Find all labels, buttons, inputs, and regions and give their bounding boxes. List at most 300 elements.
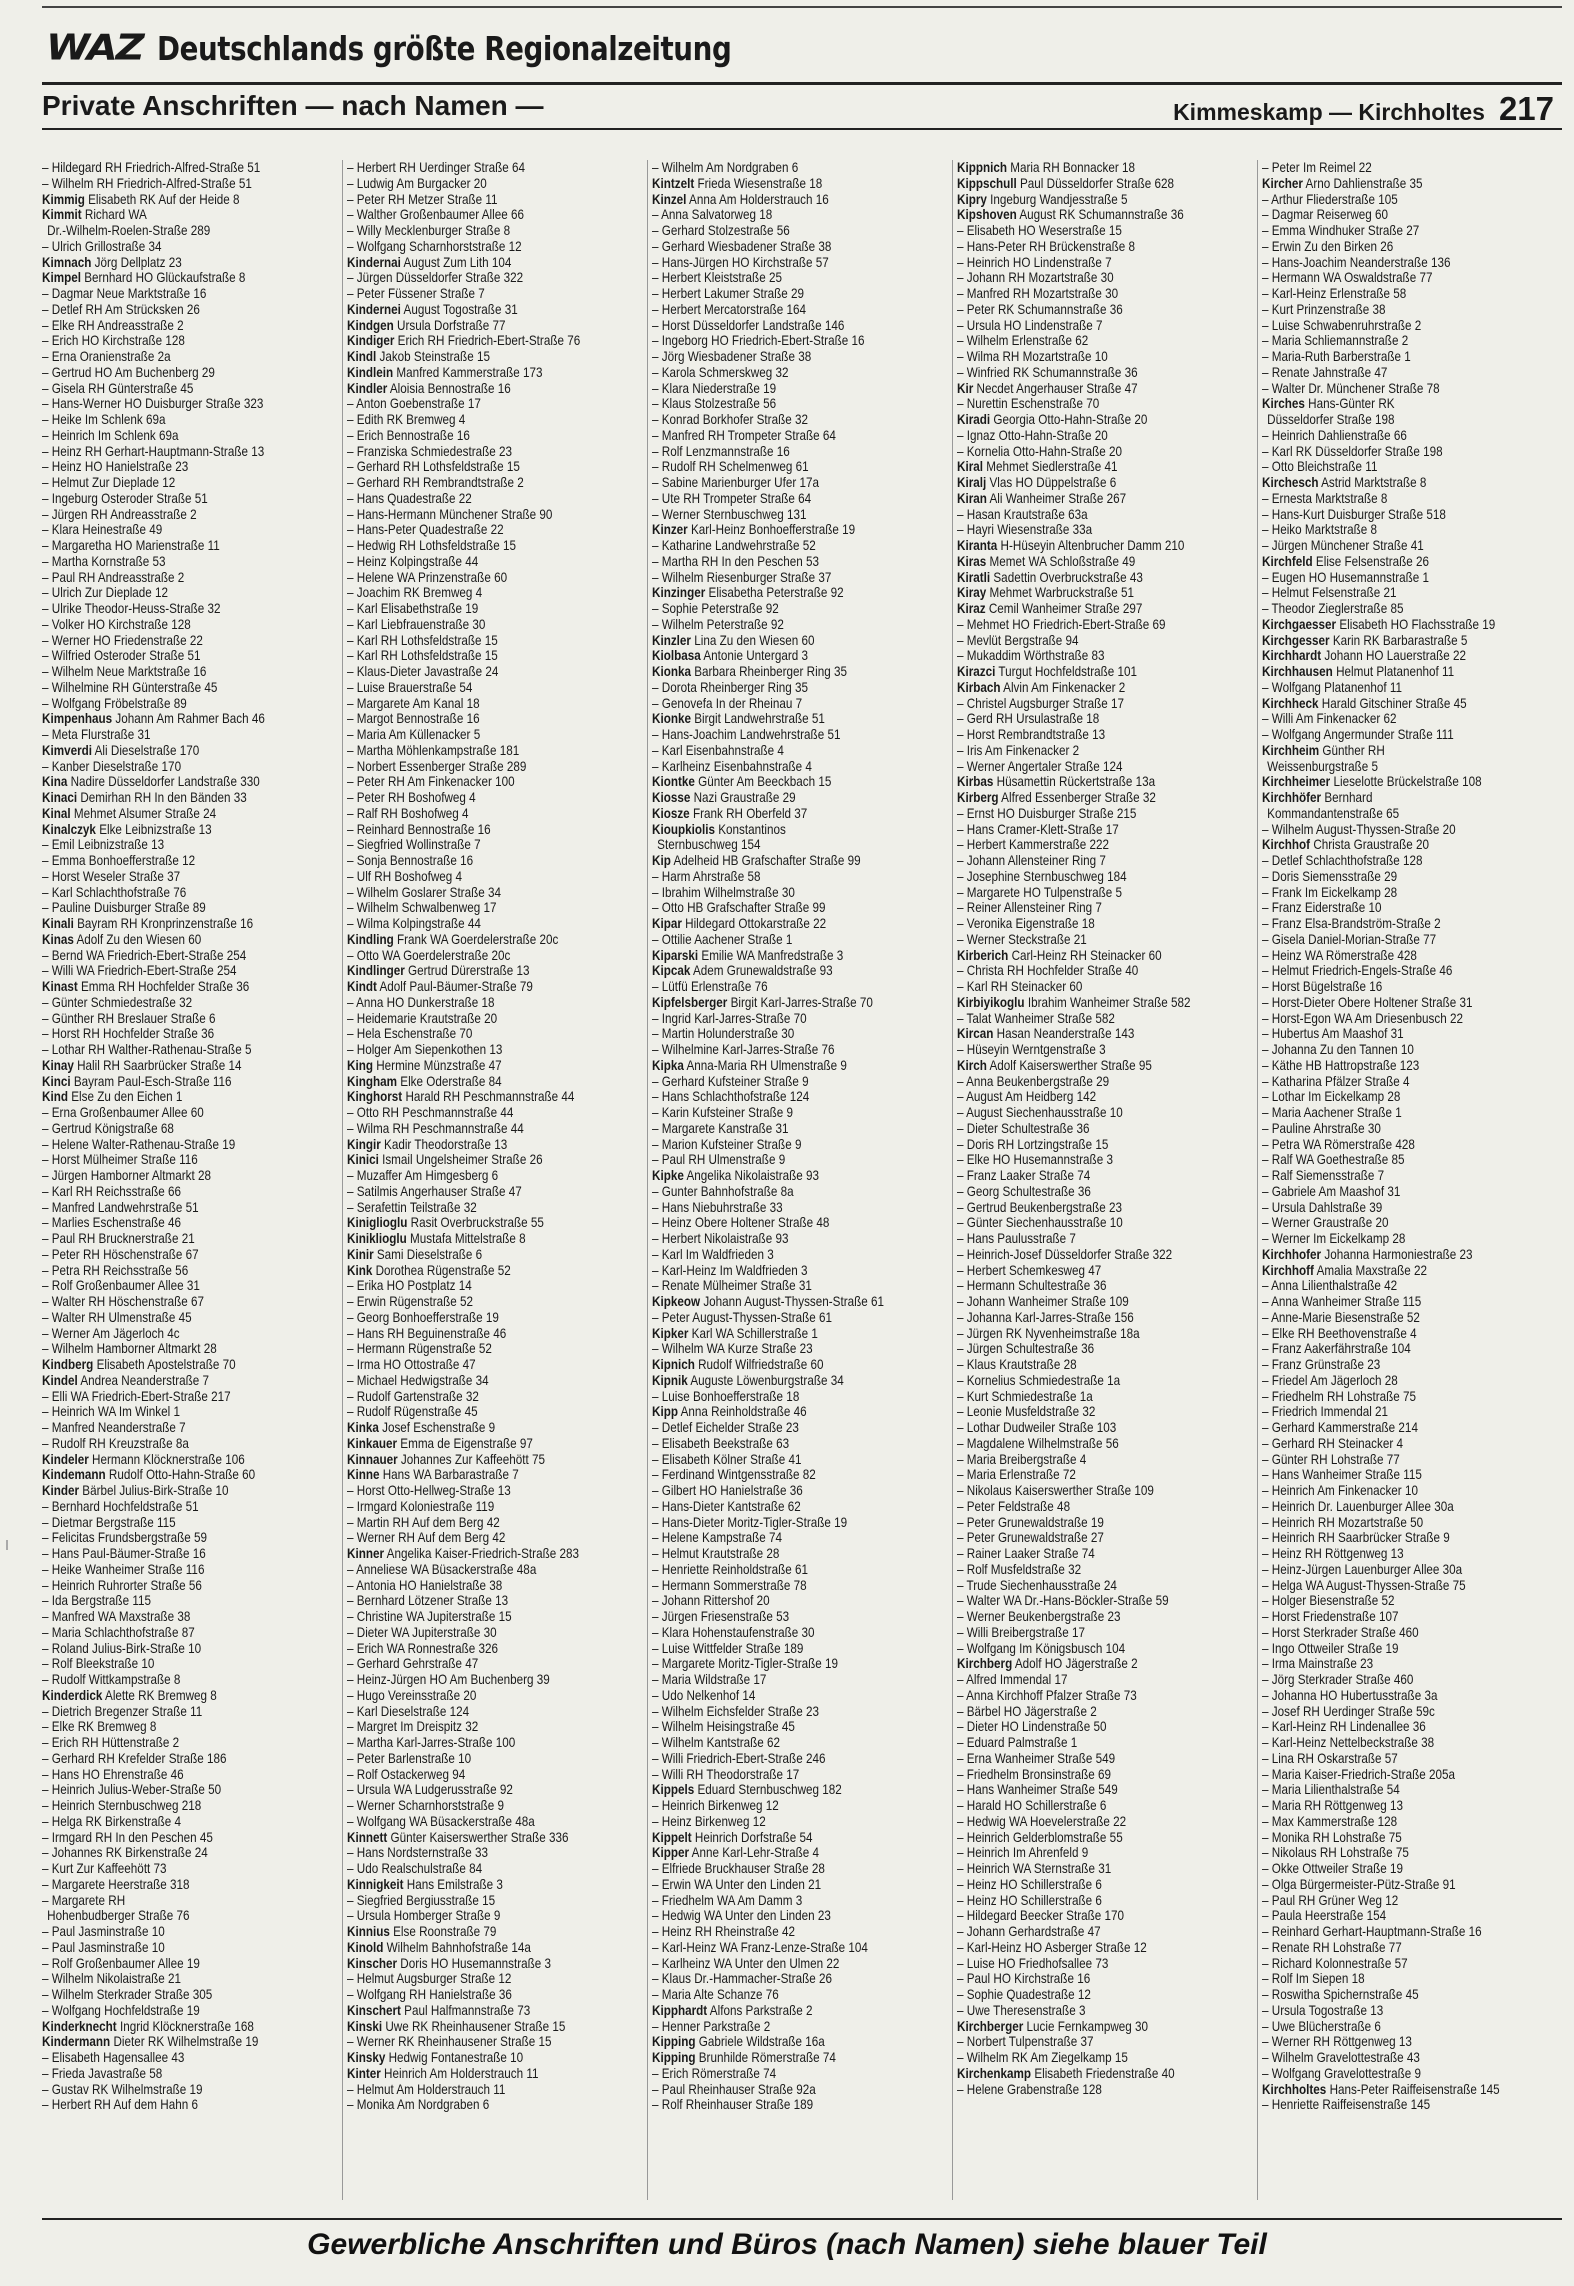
entry-text: Weissenburgstraße 5 bbox=[1267, 758, 1379, 774]
entry-text: – Martha Karl-Jarres-Straße 100 bbox=[347, 1735, 516, 1750]
entry-text: – Erna Oranienstraße 2a bbox=[42, 349, 171, 364]
entry-text: Emma RH Hochfelder Straße 36 bbox=[80, 979, 250, 994]
listing-entry bbox=[347, 1798, 601, 1814]
entry-text: – Paul RH Brucknerstraße 21 bbox=[42, 1231, 195, 1246]
listing-entry bbox=[957, 1483, 1211, 1499]
entry-text: Arno Dahlienstraße 35 bbox=[1305, 175, 1423, 191]
listing-entry bbox=[347, 1782, 601, 1798]
entry-text: – Felicitas Frundsbergstraße 59 bbox=[42, 1530, 208, 1546]
listing-entry bbox=[652, 1373, 906, 1389]
listing-entry bbox=[1262, 1877, 1516, 1893]
listing-entry bbox=[42, 507, 296, 523]
entry-text: – Rolf Ostackerweg 94 bbox=[347, 1766, 466, 1782]
listing-entry bbox=[652, 270, 906, 286]
entry-text: – Volker HO Kirchstraße 128 bbox=[42, 616, 191, 632]
listing-entry bbox=[1262, 2034, 1516, 2050]
listing-entry bbox=[42, 2019, 296, 2035]
entry-text: – Ulf RH Boshofweg 4 bbox=[347, 868, 463, 884]
entry-text: – Hans Paul-Bäumer-Straße 16 bbox=[42, 1546, 206, 1561]
listing-entry bbox=[957, 1436, 1211, 1452]
entry-text: – Karlheinz Eisenbahnstraße 4 bbox=[652, 758, 812, 774]
listing-entry bbox=[42, 1940, 296, 1956]
entry-text: Birgit Karl-Jarres-Straße 70 bbox=[730, 994, 873, 1010]
listing-entry bbox=[1262, 176, 1516, 192]
listing-entry bbox=[652, 759, 906, 775]
listing-entry bbox=[1262, 1924, 1516, 1940]
listing-entry bbox=[42, 396, 296, 412]
entry-text: – Wilhelm Sterkrader Straße 305 bbox=[42, 1987, 213, 2002]
entry-surname: Kinsky bbox=[347, 2050, 386, 2065]
listing-entry bbox=[652, 869, 906, 885]
listing-entry bbox=[42, 1152, 296, 1168]
entry-text: Hildegard Ottokarstraße 22 bbox=[685, 916, 827, 931]
entry-surname: Kindeler bbox=[42, 1451, 89, 1467]
top-rule bbox=[42, 6, 1562, 8]
entry-text: – Konrad Borkhofer Straße 32 bbox=[652, 412, 808, 427]
listing-entry bbox=[652, 192, 906, 208]
entry-text: – Mevlüt Bergstraße 94 bbox=[957, 632, 1079, 648]
listing-entry bbox=[42, 1105, 296, 1121]
entry-text: – Petra WA Römerstraße 428 bbox=[1262, 1136, 1415, 1152]
listing-entry bbox=[347, 318, 601, 334]
listing-entry bbox=[42, 1877, 296, 1893]
entry-text: – Hedwig WA Unter den Linden 23 bbox=[652, 1908, 831, 1924]
listing-entry bbox=[652, 743, 906, 759]
listing-column-1 bbox=[42, 160, 337, 2200]
listing-entry bbox=[347, 428, 601, 444]
entry-text: – Detlef RH Am Strücksken 26 bbox=[42, 301, 200, 317]
entry-text: – Hildegard Beecker Straße 170 bbox=[957, 1908, 1125, 1924]
entry-text: – Rolf Rheinhauser Straße 189 bbox=[652, 2097, 814, 2113]
entry-text: – Satilmis Angerhauser Straße 47 bbox=[347, 1183, 522, 1199]
listing-entry bbox=[957, 2082, 1211, 2098]
entry-surname: Kiral bbox=[957, 459, 984, 475]
listing-entry bbox=[652, 948, 906, 964]
listing-entry bbox=[42, 963, 296, 979]
listing-entry bbox=[652, 2066, 906, 2082]
listing-entry bbox=[652, 396, 906, 412]
entry-text: – Johannes RK Birkenstraße 24 bbox=[42, 1845, 208, 1861]
entry-text: Ali Wanheimer Straße 267 bbox=[989, 490, 1127, 506]
entry-surname: Kirberich bbox=[957, 947, 1009, 963]
entry-text: Angelika Nikolaistraße 93 bbox=[686, 1168, 820, 1183]
entry-text: – Horst-Dieter Obere Holtener Straße 31 bbox=[1262, 994, 1473, 1010]
entry-text: Barbara Rheinberger Ring 35 bbox=[694, 664, 847, 679]
entry-text: – Irmgard RH In den Peschen 45 bbox=[42, 1829, 213, 1845]
entry-text: – Gerhard RH Steinacker 4 bbox=[1262, 1435, 1404, 1451]
entry-text: Andrea Neanderstraße 7 bbox=[80, 1372, 210, 1388]
listing-entry bbox=[347, 696, 601, 712]
entry-text: – Lina RH Oskarstraße 57 bbox=[1262, 1750, 1398, 1766]
listing-entry bbox=[347, 790, 601, 806]
listing-entry bbox=[347, 176, 601, 192]
entry-text: – Siegfried Wollinstraße 7 bbox=[347, 837, 481, 853]
entry-text: – Günter Schmiedestraße 32 bbox=[42, 994, 193, 1010]
entry-text: Heinrich Am Holderstrauch 11 bbox=[384, 2065, 539, 2081]
listing-entry bbox=[347, 270, 601, 286]
listing-entry bbox=[347, 1830, 601, 1846]
entry-text: – Roland Julius-Birk-Straße 10 bbox=[42, 1640, 202, 1656]
entry-surname: Kipping bbox=[652, 2050, 696, 2065]
listing-entry bbox=[347, 1924, 601, 1940]
listing-entry bbox=[957, 570, 1211, 586]
entry-text: – Hedwig RH Lothsfeldstraße 15 bbox=[347, 538, 516, 553]
listing-entry bbox=[42, 176, 296, 192]
listing-entry bbox=[957, 1546, 1211, 1562]
listing-entry bbox=[652, 1278, 906, 1294]
listing-entry bbox=[1262, 1641, 1516, 1657]
listing-entry bbox=[957, 1215, 1211, 1231]
listing-entry bbox=[652, 1546, 906, 1562]
entry-surname: Kinal bbox=[42, 805, 71, 821]
listing-entry bbox=[1262, 727, 1516, 743]
listing-entry bbox=[652, 790, 906, 806]
entry-text: – Luise HO Friedhofsallee 73 bbox=[957, 1955, 1109, 1971]
entry-text: – Erich WA Ronnestraße 326 bbox=[347, 1640, 498, 1656]
listing-entry bbox=[347, 365, 601, 381]
entry-text: – Willi RH Theodorstraße 17 bbox=[652, 1766, 800, 1782]
entry-text: Dr.-Wilhelm-Roelen-Straße 289 bbox=[47, 223, 211, 238]
entry-text: – Heinrich RH Saarbrücker Straße 9 bbox=[1262, 1530, 1450, 1546]
entry-text: – Klaus-Dieter Javastraße 24 bbox=[347, 664, 499, 679]
entry-surname: Kinzler bbox=[652, 632, 691, 648]
entry-text: – Gerhard Kammerstraße 214 bbox=[1262, 1420, 1418, 1435]
listing-entry bbox=[957, 916, 1211, 932]
entry-text: – Michael Hedwigstraße 34 bbox=[347, 1372, 489, 1388]
listing-entry bbox=[957, 349, 1211, 365]
entry-text: – Karl Liebfrauenstraße 30 bbox=[347, 616, 486, 632]
entry-text: – Peter RH Am Finkenacker 100 bbox=[347, 774, 515, 790]
entry-text: Josef Eschenstraße 9 bbox=[382, 1420, 496, 1435]
entry-surname: Kinold bbox=[347, 1939, 384, 1955]
listing-entry bbox=[652, 1042, 906, 1058]
entry-text: – Gerhard RH Rembrandtstraße 2 bbox=[347, 475, 524, 490]
listing-entry bbox=[42, 1294, 296, 1310]
listing-entry bbox=[347, 1515, 601, 1531]
entry-text: – Hans-Dieter Kantstraße 62 bbox=[652, 1498, 801, 1514]
entry-text: Richard WA bbox=[84, 207, 147, 223]
entry-text: – Hedwig WA Hoevelerstraße 22 bbox=[957, 1813, 1127, 1829]
entry-surname: Kinir bbox=[347, 1246, 374, 1262]
entry-text: – Jürgen RK Nyvenheimstraße 18a bbox=[957, 1325, 1140, 1341]
entry-text: – Hela Eschenstraße 70 bbox=[347, 1026, 473, 1042]
listing-entry bbox=[957, 286, 1211, 302]
entry-text: – Hans-Peter Quadestraße 22 bbox=[347, 522, 504, 538]
listing-entry bbox=[1262, 1042, 1516, 1058]
listing-entry bbox=[1262, 192, 1516, 208]
entry-text: – Gerhard RH Krefelder Straße 186 bbox=[42, 1750, 227, 1766]
entry-text: Hermine Münzstraße 47 bbox=[376, 1057, 502, 1073]
listing-entry bbox=[1262, 1436, 1516, 1452]
page-number: 217 bbox=[1498, 90, 1554, 127]
entry-text: – Johann Wanheimer Straße 109 bbox=[957, 1294, 1129, 1309]
entry-text: Gertrud Dürerstraße 13 bbox=[408, 963, 530, 979]
listing-entry bbox=[957, 1152, 1211, 1168]
entry-text: – Hans Wanheimer Straße 549 bbox=[957, 1782, 1118, 1798]
listing-entry bbox=[347, 1420, 601, 1436]
entry-text: – Werner Angertaler Straße 124 bbox=[957, 758, 1123, 774]
entry-text: Adolf Kaiserswerther Straße 95 bbox=[989, 1057, 1152, 1073]
entry-text: Hans-Günter RK bbox=[1308, 396, 1395, 412]
listing-entry bbox=[42, 1389, 296, 1405]
listing-entry bbox=[347, 2097, 601, 2113]
listing-entry bbox=[42, 1483, 296, 1499]
entry-text: – Elisabeth Hagensallee 43 bbox=[42, 2050, 185, 2065]
entry-text: – Herbert Kammerstraße 222 bbox=[957, 837, 1110, 853]
listing-entry bbox=[42, 1751, 296, 1767]
listing-entry bbox=[1262, 1625, 1516, 1641]
entry-text: – Friedrich Immendal 21 bbox=[1262, 1404, 1389, 1420]
entry-text: – Paul Jasminstraße 10 bbox=[42, 1939, 165, 1955]
entry-text: – Renate Jahnstraße 47 bbox=[1262, 364, 1388, 380]
listing-entry bbox=[652, 1184, 906, 1200]
entry-text: – Wilhelm Hamborner Altmarkt 28 bbox=[42, 1341, 217, 1357]
listing-entry bbox=[1262, 160, 1516, 176]
listing-entry bbox=[1262, 1609, 1516, 1625]
listing-entry bbox=[652, 1467, 906, 1483]
listing-entry bbox=[652, 302, 906, 318]
entry-text: – Gisela Daniel-Morian-Straße 77 bbox=[1262, 931, 1437, 947]
entry-text: – August Siechenhausstraße 10 bbox=[957, 1105, 1123, 1120]
listing-entry bbox=[347, 1247, 601, 1263]
entry-text: Nadire Düsseldorfer Landstraße 330 bbox=[70, 774, 260, 790]
entry-text: – Dietrich Bregenzer Straße 11 bbox=[42, 1703, 203, 1719]
listing-entry bbox=[957, 1042, 1211, 1058]
listing-entry bbox=[42, 522, 296, 538]
listing-entry bbox=[652, 1767, 906, 1783]
listing-entry bbox=[347, 1719, 601, 1735]
entry-text: – Hermann WA Oswaldstraße 77 bbox=[1262, 270, 1433, 286]
listing-entry bbox=[1262, 1546, 1516, 1562]
listing-entry bbox=[42, 207, 296, 223]
entry-text: – Helmut Friedrich-Engels-Straße 46 bbox=[1262, 963, 1453, 979]
listing-entry bbox=[1262, 1861, 1516, 1877]
entry-text: – Kanber Dieselstraße 170 bbox=[42, 758, 182, 774]
entry-text: Georgia Otto-Hahn-Straße 20 bbox=[993, 412, 1148, 427]
entry-text: – Franz Aakerfährstraße 104 bbox=[1262, 1341, 1411, 1357]
listing-entry bbox=[957, 538, 1211, 554]
listing-entry bbox=[957, 1231, 1211, 1247]
entry-text: – Ursula HO Lindenstraße 7 bbox=[957, 317, 1103, 333]
entry-surname: Kinka bbox=[347, 1420, 379, 1435]
entry-text: – Horst Sterkrader Straße 460 bbox=[1262, 1624, 1419, 1640]
entry-text: – Ingeburg Osteroder Straße 51 bbox=[42, 490, 208, 506]
entry-text: Harald RH Peschmannstraße 44 bbox=[405, 1089, 575, 1105]
listing-column-2 bbox=[347, 160, 642, 2200]
listing-entry bbox=[347, 1310, 601, 1326]
listing-entry bbox=[42, 302, 296, 318]
listing-entry bbox=[42, 1656, 296, 1672]
entry-surname: Kip bbox=[652, 853, 671, 868]
entry-text: Hedwig Fontanestraße 10 bbox=[388, 2050, 524, 2065]
entry-surname: Kinali bbox=[42, 916, 74, 931]
entry-text: – Dieter Schultestraße 36 bbox=[957, 1120, 1090, 1136]
entry-text: – Hans-Jürgen HO Kirchstraße 57 bbox=[652, 254, 829, 270]
entry-text: – Johann RH Mozartstraße 30 bbox=[957, 270, 1114, 286]
entry-surname: Kipar bbox=[652, 916, 682, 931]
entry-text: – Holger Biesenstraße 52 bbox=[1262, 1593, 1395, 1609]
listing-entry bbox=[957, 1987, 1211, 2003]
entry-text: Maria RH Bonnacker 18 bbox=[1010, 160, 1136, 175]
listing-entry bbox=[347, 1877, 601, 1893]
entry-text: – Ingeborg HO Friedrich-Ebert-Straße 16 bbox=[652, 333, 865, 349]
entry-text: – Kurt Schmiedestraße 1a bbox=[957, 1388, 1093, 1404]
entry-text: – Jörg Sterkrader Straße 460 bbox=[1262, 1672, 1414, 1687]
entry-text: – Josephine Sternbuschweg 184 bbox=[957, 868, 1127, 884]
listing-entry bbox=[652, 1294, 906, 1310]
entry-text: – Georg Bonhoefferstraße 19 bbox=[347, 1309, 499, 1325]
entry-text: – Willy Mecklenburger Straße 8 bbox=[347, 223, 511, 238]
listing-entry bbox=[1262, 1420, 1516, 1436]
entry-surname: Kinalczyk bbox=[42, 821, 96, 837]
listing-entry bbox=[957, 1593, 1211, 1609]
entry-text: Hermann Klöcknerstraße 106 bbox=[92, 1451, 245, 1467]
listing-entry bbox=[347, 475, 601, 491]
listing-entry bbox=[1262, 633, 1516, 649]
listing-entry bbox=[957, 1467, 1211, 1483]
entry-text: – Wilhelm Eichsfelder Straße 23 bbox=[652, 1703, 819, 1719]
listing-entry bbox=[347, 1341, 601, 1357]
listing-entry bbox=[42, 1735, 296, 1751]
listing-entry bbox=[1262, 1578, 1516, 1594]
listing-entry bbox=[42, 1263, 296, 1279]
listing-entry bbox=[652, 459, 906, 475]
listing-entry bbox=[1262, 2019, 1516, 2035]
entry-text: Elisabeth Friedenstraße 40 bbox=[1034, 2065, 1175, 2081]
entry-text: – Hans Paulusstraße 7 bbox=[957, 1231, 1076, 1246]
listing-entry bbox=[1262, 286, 1516, 302]
entry-surname: Kiosse bbox=[652, 790, 691, 805]
entry-surname: Kinici bbox=[347, 1152, 379, 1168]
entry-surname: Kinay bbox=[42, 1057, 74, 1073]
entry-text: – Emma Bonhoefferstraße 12 bbox=[42, 853, 196, 868]
listing-entry bbox=[347, 1026, 601, 1042]
listing-entry bbox=[652, 1058, 906, 1074]
entry-text: – Detlef Schlachthofstraße 128 bbox=[1262, 853, 1423, 868]
listing-entry bbox=[652, 1341, 906, 1357]
entry-text: – Wolfgang Fröbelstraße 89 bbox=[42, 695, 187, 711]
listing-entry bbox=[652, 507, 906, 523]
listing-entry bbox=[42, 1924, 296, 1940]
entry-text: – Anneliese WA Büsackerstraße 48a bbox=[347, 1561, 537, 1577]
listing-entry bbox=[42, 1672, 296, 1688]
entry-text: – Helmut Am Holderstrauch 11 bbox=[347, 2081, 506, 2097]
entry-surname: Kindling bbox=[347, 931, 394, 947]
entry-text: – Gerhard Wiesbadener Straße 38 bbox=[652, 238, 832, 254]
entry-text: – Otto HB Grafschafter Straße 99 bbox=[652, 900, 826, 916]
listing-entry bbox=[652, 538, 906, 554]
entry-surname: Kirchgesser bbox=[1262, 632, 1330, 648]
entry-text: – Ulrich Grillostraße 34 bbox=[42, 238, 162, 254]
listing-entry bbox=[1262, 822, 1516, 838]
entry-surname: Kinder bbox=[42, 1483, 80, 1498]
listing-entry bbox=[957, 318, 1211, 334]
entry-text: Doris HO Husemannstraße 3 bbox=[400, 1955, 552, 1971]
listing-entry bbox=[347, 822, 601, 838]
listing-entry bbox=[347, 1593, 601, 1609]
listing-entry bbox=[347, 1058, 601, 1074]
listing-entry bbox=[957, 554, 1211, 570]
listing-entry bbox=[42, 932, 296, 948]
listing-entry bbox=[652, 900, 906, 916]
listing-entry bbox=[652, 648, 906, 664]
listing-column-3 bbox=[652, 160, 947, 2200]
entry-text: – Heinz Birkenweg 12 bbox=[652, 1813, 766, 1829]
entry-text: – Martin Holunderstraße 30 bbox=[652, 1026, 795, 1042]
entry-text: – Ralf RH Boshofweg 4 bbox=[347, 805, 469, 821]
entry-text: Johannes Zur Kaffeehött 75 bbox=[400, 1451, 546, 1467]
entry-text: – Helene WA Prinzenstraße 60 bbox=[347, 569, 508, 585]
listing-entry bbox=[957, 648, 1211, 664]
entry-text: – Detlef Eichelder Straße 23 bbox=[652, 1420, 799, 1435]
entry-text: – Margarete Am Kanal 18 bbox=[347, 695, 480, 711]
entry-text: – Arthur Fliederstraße 105 bbox=[1262, 191, 1398, 207]
entry-text: – Heinz HO Schillerstraße 6 bbox=[957, 1876, 1102, 1892]
listing-entry bbox=[42, 1137, 296, 1153]
entry-surname: Kirbas bbox=[957, 774, 994, 790]
entry-text: – Petra RH Reichsstraße 56 bbox=[42, 1262, 189, 1278]
entry-text: – Willi Friedrich-Ebert-Straße 246 bbox=[652, 1750, 826, 1766]
listing-entry bbox=[42, 1782, 296, 1798]
entry-text: – Maria Wildstraße 17 bbox=[652, 1672, 767, 1687]
entry-text: Halil RH Saarbrücker Straße 14 bbox=[77, 1057, 242, 1073]
listing-entry bbox=[347, 743, 601, 759]
listing-entry bbox=[957, 1389, 1211, 1405]
listing-entry bbox=[957, 1719, 1211, 1735]
entry-text: – Friedhelm RH Lohstraße 75 bbox=[1262, 1388, 1416, 1404]
entry-text: – Horst-Egon WA Am Driesenbusch 22 bbox=[1262, 1010, 1463, 1026]
listing-entry bbox=[652, 522, 906, 538]
listing-entry bbox=[347, 1908, 601, 1924]
entry-text: Adelheid HB Grafschafter Straße 99 bbox=[673, 853, 861, 868]
entry-text: – Reinhard Bennostraße 16 bbox=[347, 821, 491, 837]
entry-text: – Margaretha HO Marienstraße 11 bbox=[42, 538, 220, 553]
listing-entry bbox=[42, 570, 296, 586]
listing-entry bbox=[1262, 617, 1516, 633]
entry-text: Wilhelm Bahnhofstraße 14a bbox=[386, 1939, 531, 1955]
entry-surname: Kink bbox=[347, 1262, 373, 1278]
entry-text: – Helene Kampstraße 74 bbox=[652, 1530, 782, 1546]
listing-entry bbox=[957, 664, 1211, 680]
listing-entry bbox=[347, 1987, 601, 2003]
listing-entry bbox=[347, 963, 601, 979]
entry-text: Christa Graustraße 20 bbox=[1313, 837, 1429, 853]
entry-text: – Heinz HO Schillerstraße 6 bbox=[957, 1892, 1102, 1908]
listing-entry bbox=[42, 585, 296, 601]
entry-text: Mustafa Mittelstraße 8 bbox=[410, 1231, 526, 1246]
entry-surname: Kippnich bbox=[957, 160, 1008, 175]
entry-text: – Werner Am Jägerloch 4c bbox=[42, 1325, 180, 1341]
listing-entry bbox=[652, 1263, 906, 1279]
listing-entry bbox=[1262, 1467, 1516, 1483]
entry-text: – Wilhelmine RH Günterstraße 45 bbox=[42, 679, 218, 695]
listing-entry bbox=[1262, 1845, 1516, 1861]
entry-surname: Kirchberg bbox=[957, 1656, 1013, 1672]
listing-entry bbox=[957, 1656, 1211, 1672]
entry-text: – Hans-Hermann Münchener Straße 90 bbox=[347, 506, 553, 522]
listing-entry bbox=[652, 2082, 906, 2098]
listing-entry bbox=[42, 1326, 296, 1342]
listing-entry bbox=[1262, 2082, 1516, 2098]
listing-entry bbox=[652, 1168, 906, 1184]
entry-text: – Manfred RH Trompeter Straße 64 bbox=[652, 427, 836, 443]
listing-entry bbox=[42, 365, 296, 381]
listing-entry bbox=[1262, 1404, 1516, 1420]
entry-text: – Lothar Dudweiler Straße 103 bbox=[957, 1420, 1117, 1435]
listing-entry bbox=[652, 664, 906, 680]
listing-entry bbox=[957, 979, 1211, 995]
listing-entry bbox=[957, 2066, 1211, 2082]
